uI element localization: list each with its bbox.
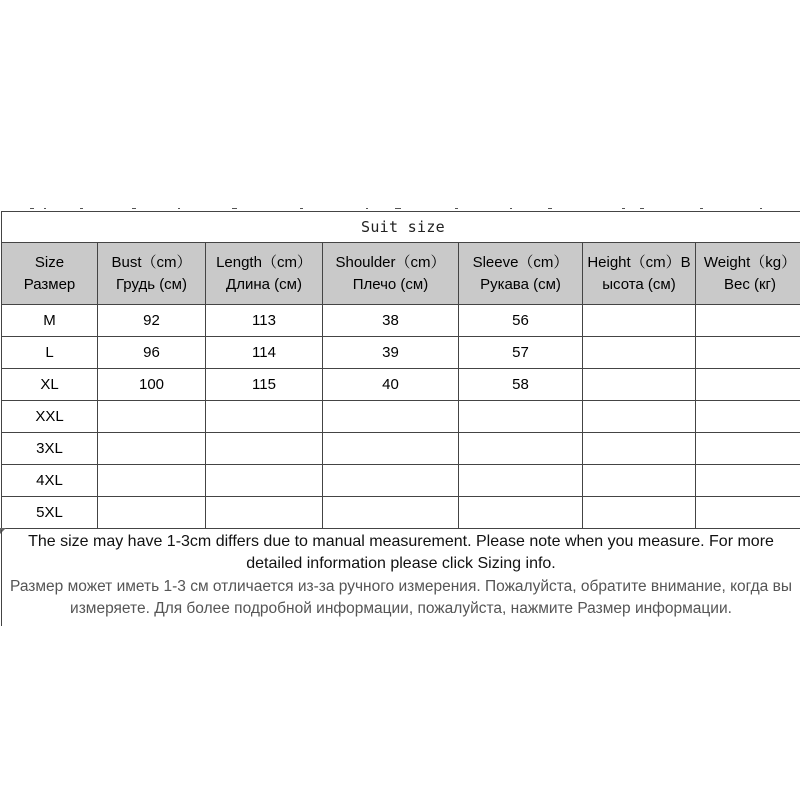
header-bust: Bust（cm） Грудь (см): [98, 243, 206, 305]
cell-bust: [98, 465, 206, 497]
cell-length: [206, 401, 323, 433]
cell-weight: [696, 465, 800, 497]
cell-height: [583, 465, 696, 497]
cell-shoulder: [323, 497, 459, 529]
cell-sleeve: [459, 497, 583, 529]
cell-sleeve: 56: [459, 305, 583, 337]
cell-size: L: [2, 337, 98, 369]
size-chart: [0, 211, 800, 529]
cell-sleeve: 57: [459, 337, 583, 369]
cell-shoulder: 39: [323, 337, 459, 369]
cell-size: 4XL: [2, 465, 98, 497]
cell-shoulder: 40: [323, 369, 459, 401]
cell-size: XXL: [2, 401, 98, 433]
cell-bust: [98, 497, 206, 529]
note-russian: Размер может иметь 1-3 см отличается из-за ручного измерения. Пожалуйста, обратите внимание, когда вы измеряете. Для более подробной информации, пожалуйста, нажмите Размер информации.: [10, 578, 792, 617]
header-row: [2, 243, 800, 305]
table-title: Suit size: [2, 212, 800, 243]
cell-sleeve: [459, 465, 583, 497]
cell-length: 114: [206, 337, 323, 369]
cell-bust: 100: [98, 369, 206, 401]
header-size: Size Размер: [2, 243, 98, 305]
header-sleeve: Sleeve（cm） Рукава (см): [459, 243, 583, 305]
table-row: [2, 465, 800, 497]
note-english: The size may have 1-3cm differs due to manual measurement. Please note when you measure. For more detailed information please click Sizing info.: [28, 533, 774, 572]
header-weight: Weight（kg） Вес (кг): [696, 243, 800, 305]
table-row: [2, 369, 800, 401]
cell-length: [206, 497, 323, 529]
cell-length: [206, 433, 323, 465]
cell-size: M: [2, 305, 98, 337]
cell-length: 113: [206, 305, 323, 337]
cell-height: [583, 433, 696, 465]
cell-height: [583, 401, 696, 433]
cell-weight: [696, 369, 800, 401]
cell-size: 3XL: [2, 433, 98, 465]
header-length: Length（cm） Длина (см): [206, 243, 323, 305]
cell-length: 115: [206, 369, 323, 401]
cell-bust: 96: [98, 337, 206, 369]
cell-shoulder: [323, 433, 459, 465]
measurement-note: [1, 530, 800, 626]
table-row: [2, 433, 800, 465]
cell-height: [583, 497, 696, 529]
cell-length: [206, 465, 323, 497]
cell-height: [583, 305, 696, 337]
cell-weight: [696, 497, 800, 529]
table-row: [2, 337, 800, 369]
cell-weight: [696, 305, 800, 337]
cell-bust: [98, 433, 206, 465]
cell-size: 5XL: [2, 497, 98, 529]
cell-shoulder: [323, 465, 459, 497]
size-table: [1, 211, 800, 529]
header-shoulder: Shoulder（cm） Плечо (см): [323, 243, 459, 305]
cell-weight: [696, 401, 800, 433]
table-row: [2, 401, 800, 433]
cell-sleeve: [459, 433, 583, 465]
cell-height: [583, 369, 696, 401]
cell-weight: [696, 337, 800, 369]
cell-height: [583, 337, 696, 369]
cell-sleeve: 58: [459, 369, 583, 401]
header-height: Height（cm）В ысота (см): [583, 243, 696, 305]
cell-weight: [696, 433, 800, 465]
cell-bust: 92: [98, 305, 206, 337]
table-row: [2, 497, 800, 529]
cell-shoulder: 38: [323, 305, 459, 337]
cell-sleeve: [459, 401, 583, 433]
cell-size: XL: [2, 369, 98, 401]
cell-shoulder: [323, 401, 459, 433]
cell-bust: [98, 401, 206, 433]
table-row: [2, 305, 800, 337]
